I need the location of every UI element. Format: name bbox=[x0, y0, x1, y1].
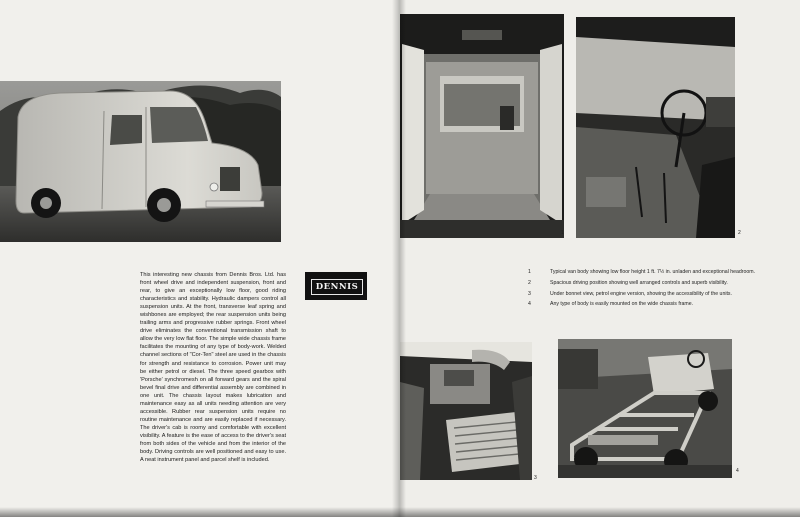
chassis-frame-photo bbox=[558, 339, 732, 478]
caption-text: Under bonnet view, petrol engine version, showing the accessibility of the units. bbox=[550, 290, 732, 297]
caption-item bbox=[528, 301, 758, 308]
caption-number: 1 bbox=[528, 269, 531, 275]
dennis-logo bbox=[305, 272, 367, 300]
van-photo bbox=[0, 81, 281, 242]
left-page bbox=[0, 0, 398, 517]
logo-text: DENNIS bbox=[315, 282, 359, 292]
caption-item bbox=[528, 280, 758, 287]
right-page bbox=[398, 0, 800, 517]
caption-item bbox=[528, 269, 758, 276]
photo-number-4: 4 bbox=[736, 468, 739, 474]
caption-item bbox=[528, 291, 758, 298]
cab-interior-photo bbox=[576, 17, 735, 238]
photo-number-2: 2 bbox=[738, 230, 741, 236]
page-gutter bbox=[392, 0, 406, 517]
photo-number-1: 1 bbox=[561, 230, 564, 236]
caption-number: 3 bbox=[528, 290, 531, 297]
caption-list bbox=[528, 269, 758, 312]
bottom-shadow bbox=[0, 507, 800, 517]
van-interior-photo bbox=[400, 14, 564, 238]
caption-number: 4 bbox=[528, 301, 531, 308]
caption-text: Any type of body is easily mounted on the wide chassis frame. bbox=[550, 301, 694, 308]
engine-bay-photo bbox=[400, 342, 532, 480]
photo-number-3: 3 bbox=[534, 475, 537, 481]
caption-number: 2 bbox=[528, 279, 531, 286]
caption-text: Typical van body showing low floor height 1 ft. 7½ in. unladen and exceptional headroom. bbox=[550, 269, 756, 275]
caption-text: Spacious driving position showing well arranged controls and superb visibility. bbox=[550, 279, 728, 286]
description-text: This interesting new chassis from Dennis Bros. Ltd. has front wheel drive and independent suspension, front and rear, to give an exceptionally low floor, good riding characteristics and stability. Hydraulic dampers control all suspension units. At the front, transverse leaf spring and wishbones are employed; the rear suspension units being trailing arms and progressive rubber springs. Front wheel drive eliminates the conventional transmission shaft to allow the very low flat floor. The simple wide chassis frame facilitates the mounting of any type of body-work. Welded channel sections of "Cor-Ten" steel are used in the chassis for strength and resistance to corrosion. Power unit may be either petrol or diesel. The three speed gearbox with 'Porsche' synchromesh on all forward gears and the spiral bevel final drive and differential assembly are combined in one unit. The chassis layout makes lubrication and maintenance easy as all units needing attention are very accessible. Rubber rear suspension units require no routine maintenance and are easily replaced if necessary. The driver's cab is roomy and comfortable with excellent visibility. A feature is the ease of access to the driver's seat from both sides of the vehicle and from the interior of the body. Driving controls are well positioned and easy to use. A neat instrument panel and parcel shelf is included. bbox=[140, 272, 286, 464]
